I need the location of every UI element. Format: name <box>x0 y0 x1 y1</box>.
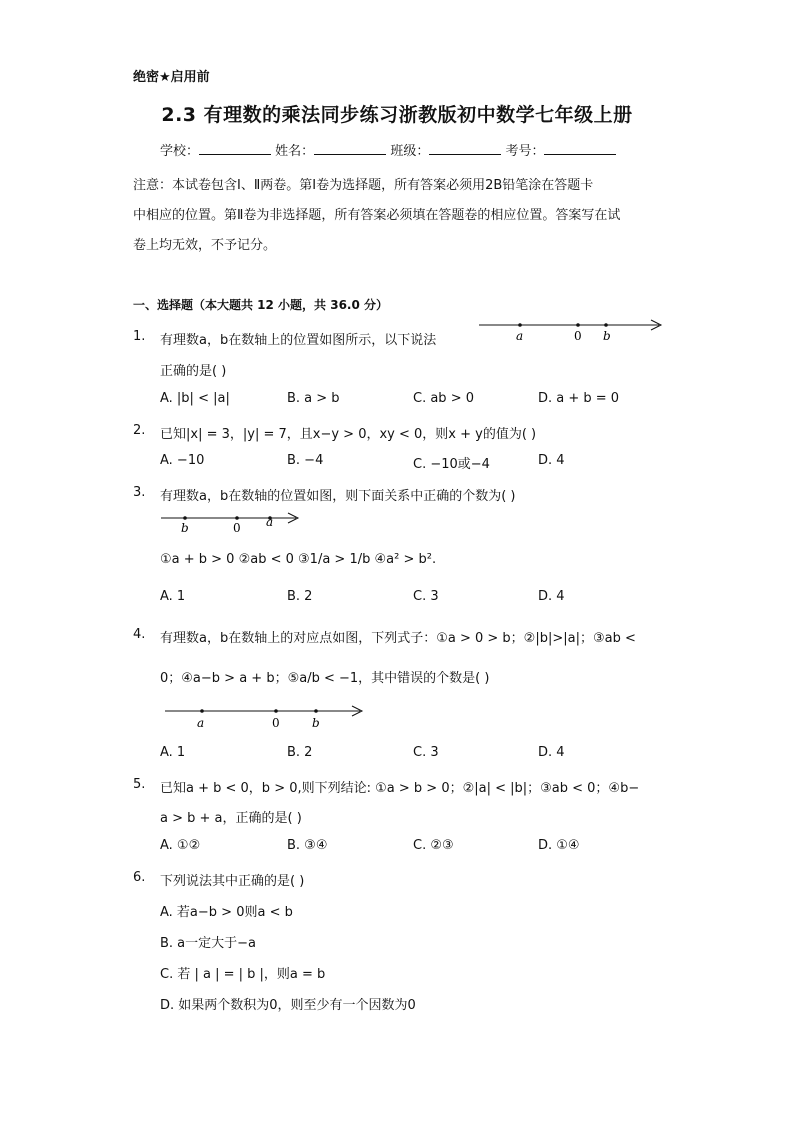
label-0: 0 <box>233 521 241 535</box>
school-label: 学校： <box>160 144 200 159</box>
label-b: b <box>603 329 611 343</box>
q6-option-a[interactable]: A. 若a−b > 0则a < b <box>160 905 293 920</box>
question-1-text: 有理数a，b在数轴上的位置如图所示，以下说法 <box>160 333 437 348</box>
label-b: b <box>312 716 320 730</box>
q6-option-b[interactable]: B. a一定大于−a <box>160 936 257 951</box>
question-4-text: 有理数a，b在数轴上的对应点如图，下列式子：①a > 0 > b；②|b|>|a|；③ab < <box>160 631 636 646</box>
point-0 <box>576 323 580 327</box>
point-b <box>314 709 318 713</box>
q2-option-a[interactable]: A. −10 <box>160 453 205 468</box>
notice-line-1: 注意：本试卷包含Ⅰ、Ⅱ两卷。第Ⅰ卷为选择题，所有答案必须用2B铅笔涂在答题卡 <box>133 178 594 193</box>
point-0 <box>235 516 239 520</box>
q3-option-a[interactable]: A. 1 <box>160 589 186 604</box>
label-b: b <box>181 521 189 535</box>
question-4-number-line <box>162 701 367 731</box>
class-blank[interactable] <box>429 142 501 155</box>
exam-no-label: 考号： <box>505 144 545 159</box>
question-1-text-2: 正确的是( ) <box>160 364 227 379</box>
question-4-number: 4. <box>133 627 146 642</box>
q4-option-a[interactable]: A. 1 <box>160 745 186 760</box>
label-a: a <box>266 515 274 529</box>
q5-option-b[interactable]: B. ③④ <box>287 838 328 853</box>
q1-option-d[interactable]: D. a + b = 0 <box>538 391 620 406</box>
question-1-number: 1. <box>133 329 146 344</box>
question-3-number: 3. <box>133 485 146 500</box>
q2-option-d[interactable]: D. 4 <box>538 453 565 468</box>
question-2-number: 2. <box>133 423 146 438</box>
class-label: 班级： <box>390 144 430 159</box>
question-6-text: 下列说法其中正确的是( ) <box>160 874 305 889</box>
q4-option-c[interactable]: C. 3 <box>413 745 439 760</box>
q4-option-b[interactable]: B. 2 <box>287 745 313 760</box>
q3-option-d[interactable]: D. 4 <box>538 589 565 604</box>
question-5-text-2: a > b + a，正确的是( ) <box>160 811 302 826</box>
point-0 <box>274 709 278 713</box>
q4-option-d[interactable]: D. 4 <box>538 745 565 760</box>
point-a <box>200 709 204 713</box>
q1-option-a[interactable]: A. |b| < |a| <box>160 391 230 406</box>
school-blank[interactable] <box>199 142 271 155</box>
q2-option-b[interactable]: B. −4 <box>287 453 324 468</box>
question-1-number-line <box>475 316 665 346</box>
question-2-text: 已知|x| = 3，|y| = 7，且x−y > 0，xy < 0，则x + y的值为( ) <box>160 427 537 442</box>
q3-option-c[interactable]: C. 3 <box>413 589 439 604</box>
notice-line-2: 中相应的位置。第Ⅱ卷为非选择题，所有答案必须填在答题卷的相应位置。答案写在试 <box>133 208 621 223</box>
section-heading: 一、选择题（本大题共 12 小题，共 36.0 分） <box>133 298 389 312</box>
q5-option-c[interactable]: C. ②③ <box>413 838 454 853</box>
q1-option-b[interactable]: B. a > b <box>287 391 340 406</box>
label-a: a <box>197 716 205 730</box>
q6-option-c[interactable]: C. 若 | a | = | b |，则a = b <box>160 967 326 982</box>
question-3-number-line <box>158 508 303 536</box>
point-a <box>518 323 522 327</box>
q5-option-a[interactable]: A. ①② <box>160 838 201 853</box>
q2-option-c[interactable]: C. −10或−4 <box>413 457 490 472</box>
question-6-number: 6. <box>133 870 146 885</box>
label-0: 0 <box>574 329 582 343</box>
label-a: a <box>516 329 524 343</box>
confidential-label: 绝密★启用前 <box>133 70 210 85</box>
q5-option-d[interactable]: D. ①④ <box>538 838 580 853</box>
question-3-text: 有理数a，b在数轴的位置如图，则下面关系中正确的个数为( ) <box>160 489 516 504</box>
page-title: 2.3 有理数的乘法同步练习浙教版初中数学七年级上册 <box>161 104 633 126</box>
label-0: 0 <box>272 716 280 730</box>
question-5-text: 已知a + b < 0，b > 0,则下列结论: ①a > b > 0；②|a| < |b|；③ab < 0；④b− <box>160 781 640 796</box>
student-info-row <box>160 140 616 159</box>
question-5-number: 5. <box>133 777 146 792</box>
q1-option-c[interactable]: C. ab > 0 <box>413 391 474 406</box>
q6-option-d[interactable]: D. 如果两个数积为0，则至少有一个因数为0 <box>160 998 416 1013</box>
name-label: 姓名： <box>275 144 315 159</box>
point-b <box>183 516 187 520</box>
exam-no-blank[interactable] <box>544 142 616 155</box>
question-3-statements: ①a + b > 0 ②ab < 0 ③1/a > 1/b ④a² > b². <box>160 552 437 567</box>
question-4-text-2: 0；④a−b > a + b；⑤a/b < −1，其中错误的个数是( ) <box>160 671 490 686</box>
q3-option-b[interactable]: B. 2 <box>287 589 313 604</box>
point-b <box>604 323 608 327</box>
notice-line-3: 卷上均无效，不予记分。 <box>133 238 277 253</box>
name-blank[interactable] <box>314 142 386 155</box>
